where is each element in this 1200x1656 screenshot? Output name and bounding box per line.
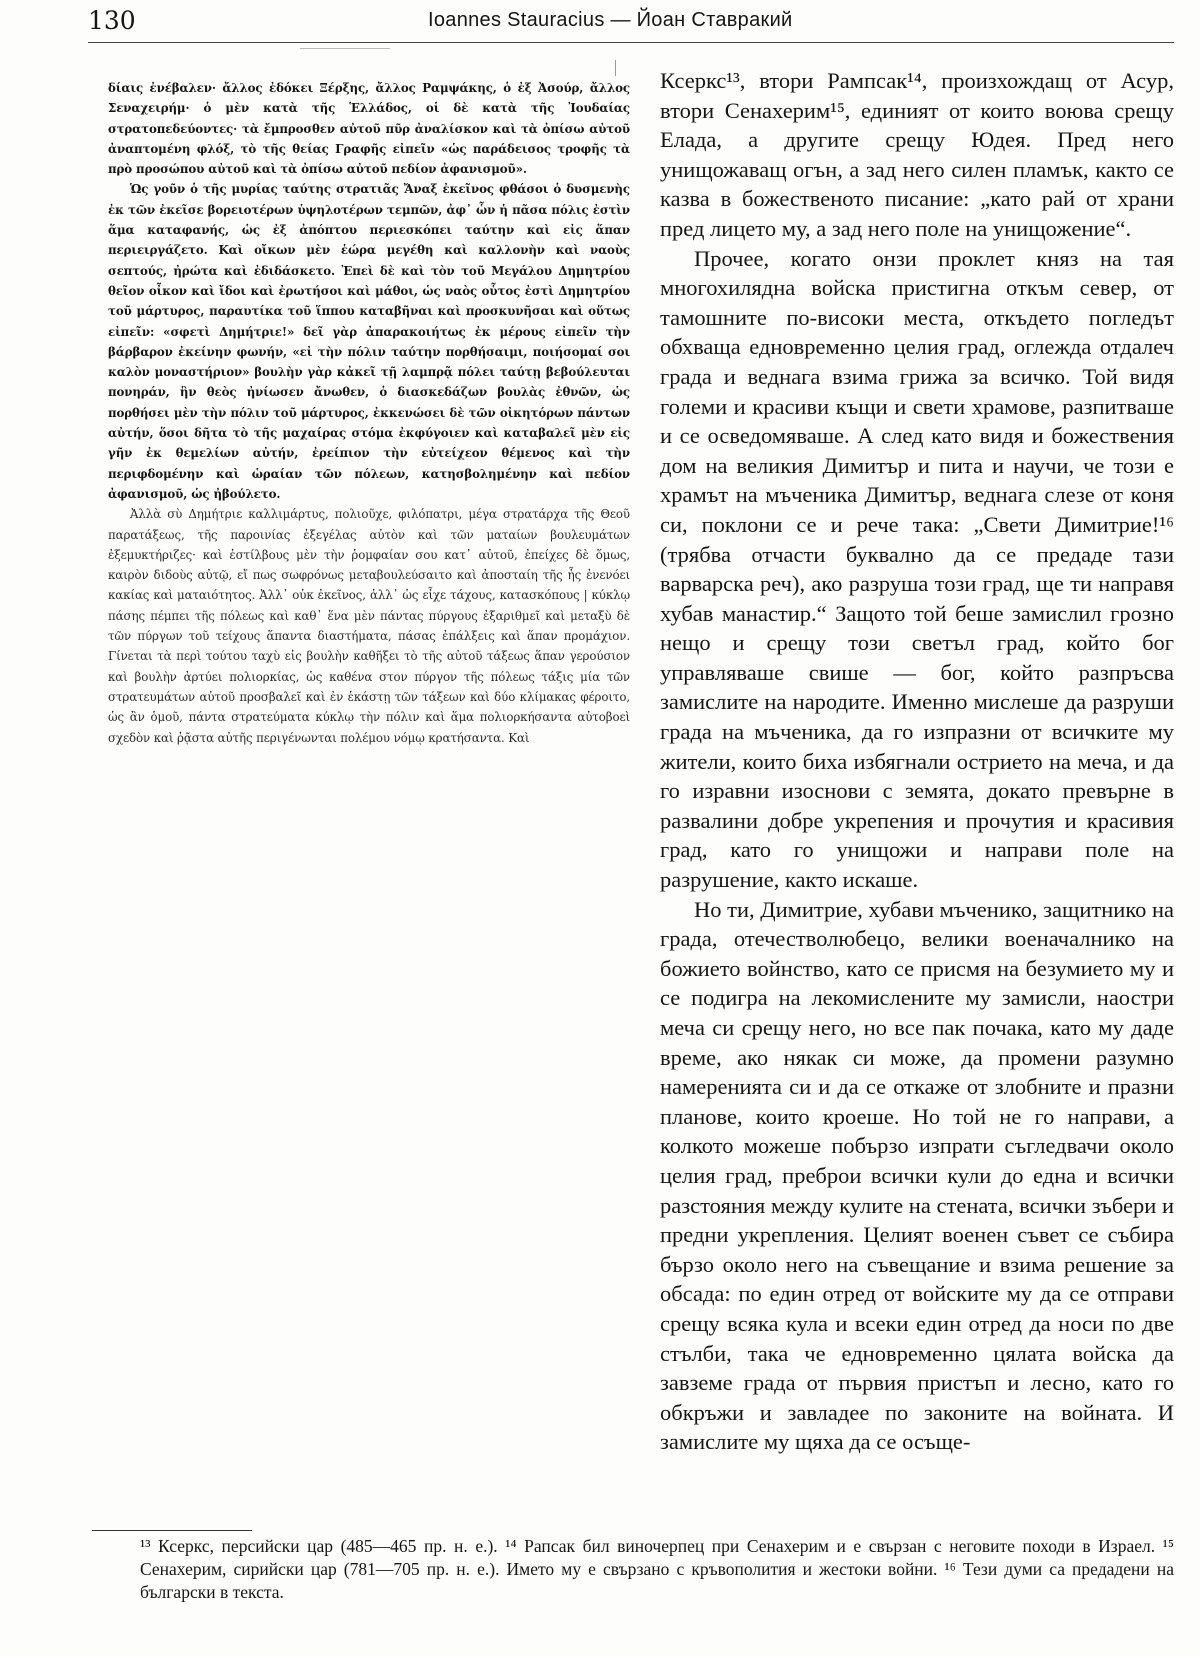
header-rule: [88, 42, 1174, 43]
greek-paragraph: δίαις ἐνέβαλεν· ἄλλος ἐδόκει Ξέρξης, ἄλλος Ραμψάκης, ὁ ἐξ Ἀσούρ, ἄλλος Σεναχειρήμ· ὁ μὲν κατὰ τῆς Ἑλλάδος, οἱ δὲ κατὰ τῆς Ἰουδαίας στρατοπεδεύοντες· τὰ ἔμπροσθεν αὐτοῦ πῦρ ἀναλίσκον καὶ τὰ ὀπίσω αὐτοῦ ἀναπτομένη φλόξ, τὸ τῆς θείας Γραφῆς εἰπεῖν «ὡς παράδεισος τροφῆς τὰ πρὸ προσώπου αὐτοῦ καὶ τὰ ὀπίσω αὐτοῦ πεδίον ἀφανισμοῦ».: [108, 81, 630, 177]
footnotes: [140, 1535, 1174, 1604]
bulgarian-paragraph: Но ти, Димитрие, хубави мъченико, защитнико на града, отечестволюбецо, велики военачалнико на божието войнство, като се присмя на безумието му и се подигра на лекомислените му замисли, наостри меча си срещу него, но все пак почака, като му даде време, ако някак си може, да промени разумно намеренията си и да се откаже от злобните и празни планове, които кроеше. Но той не го направи, а колкото можеше побързо изпрати съгледвачи около целия град, преброи всички кули до една и всички разстояния между кулите на стената, всички зъбери и предни укрепления. Целият военен съвет се събира бързо около него на съвещание и взима решение за обсада: по един отред от войските му да се отправи срещу всяка кула и всеки един отред да носи по две стълби, така че едновременно цялата войска да завземе града от първия пристъп и лесно, като го обкръжи и завладее по законите на войната. И замислите му щяха да се осъще-: [660, 896, 1174, 1455]
greek-paragraph: Ὡς γοῦν ὁ τῆς μυρίας ταύτης στρατιᾶς Ἄναξ ἐκεῖνος φθάσοι ὁ δυσμενὴς ἐκ τῶν ἐκεῖσε βορειοτέρων ὑψηλοτέρων τεμπῶν, ἀφ᾽ ὧν ἡ πᾶσα πόλις ἐστὶν ἅμα καταφανής, ὡς ἐξ ἀπόπτου περιεσκόπει ταύτην καὶ εἰς ἅπαν περιειργάζετο. Καὶ οἴκων μὲν ἑώρα μεγέθη καὶ καλλονὴν καὶ ναοὺς σεπτούς, ἠρώτα καὶ ἐδιδάσκετο. Ἐπεὶ δὲ καὶ τὸν τοῦ Μεγάλου Δημητρίου θεῖον οἶκον καὶ ἴδοι καὶ ἐρωτήσοι καὶ μάθοι, ὡς ναὸς οὗτος ἐστὶ Δημητρίου τοῦ μάρτυρος, παραυτίκα τοῦ ἵππου καταβῆναι καὶ προσκυνῆσαι καὶ οὕτως εἰπεῖν: «σφετὶ Δημήτριε!» δεῖ γὰρ ἀπαρακοιήτως ἐκ μέρους εἰπεῖν τὴν βάρβαρον ἐκείνην φωνήν, «εἰ τὴν πόλιν ταύτην πορθήσαιμι, ποιήσομαί σοι καλὸν μοναστήριον» βουλὴν γὰρ κἀκεῖ τῇ λαμπρᾷ πόλει ταύτῃ βεβούλευται πονηράν, ἣν θεὸς ἠνίωσεν ἄνωθεν, ὁ διασκεδάζων βουλὰς ἐθνῶν, ὡς πορθήσει μὲν τὴν πόλιν τοῦ μάρτυρος, ἐκκενώσει δὲ τῶν οἰκητόρων πάντων αὐτήν, ὅσοι δῆτα τὸ τῆς μαχαίρας στόμα ἐκφύγοιεν καὶ καταβαλεῖ μὲν εἰς γῆν ἐκ θεμελίων αὐτήν, ἐρείπιον τὴν εὐτείχεον θέμενος καὶ τὴν περιφδομένην καὶ ὡραίαν τῶν πόλεων, κατησβολημένην καὶ πεδίον ἀφανισμοῦ, ὡς ἠβούλετο.: [108, 182, 630, 501]
greek-paragraph: Ἀλλὰ σὺ Δημήτριε καλλιμάρτυς, πολιοῦχε, φιλόπατρι, μέγα στρατάρχα τῆς Θεοῦ παρατάξεως, τῆς παροινίας ἐξεγέλας αὐτὸν καὶ τῶν ματαίων βουλευμάτων ἐξεμυκτήριζες· καὶ ἐστίλβους μὲν τὴν ῥομφαίαν σου κατ᾽ αὐτοῦ, ἐπείχες δὲ ὅμως, καιρὸν διδοὺς αὐτῷ, εἴ πως σωφρόνως μεταβουλεύσαιτο καὶ ἀποσταίη τῆς ἧς ἐνενόει κακίας καὶ ματαιότητος. Ἀλλ᾽ οὐκ ἐκεῖνος, ἀλλ᾽ ὡς εἶχε τάχους, κατασκόπους | κύκλῳ πάσης πέμπει τῆς πόλεως καὶ καθ᾽ ἕνα μὲν πάντας πύργους ἐξαριθμεῖ καὶ μεταξὺ δὲ τῶν πύργων τοῦ τείχους ἅπαντα διαστήματα, πάσας ἐπάλξεις καὶ ἅπαν προμάχιον. Γίνεται τὰ περὶ τούτου ταχὺ εἰς βουλὴν καθῆξει τὸ τῆς αὐτοῦ τάξεως ἅπαν γερούσιον καὶ βουλὴν ἀρτύει πολιορκίας, ὡς καθένα στον πύργον τῆς πόλεως τάξις μία τῶν στρατευμάτων αὐτοῦ προσβαλεῖ καὶ ἐν ἑκάστῃ τῶν τάξεων καὶ δύο κλίμακας φέροιτο, ὡς ἂν ὁμοῦ, πάντα στρατεύματα κύκλῳ τὴν πόλιν καὶ ἅμα πολιορκήσαντα αὐτοβοεὶ σχεδὸν καὶ ῥᾷστα αὐτῆς περιγένωνται πολέμου νόμῳ κρατήσαντα. Καὶ: [108, 507, 630, 745]
page-number: 130: [88, 6, 136, 35]
scan-mark: [300, 48, 390, 49]
footnote-rule: [92, 1530, 252, 1531]
bulgarian-paragraph: Ксеркс¹³, втори Рампсак¹⁴, произхождащ от Асур, втори Сенахерим¹⁵, единият от които воюва срещу Елада, а другите срещу Юдея. Пред него унищожаващ огън, а зад него силен пламък, както се казва в божественото писание: „като рай от храни пред лицето му, а зад него поле на унищожение“.: [660, 68, 1174, 241]
running-title: Ioannes Stauracius — Йоан Ставракий: [428, 9, 793, 31]
footnote-text: ¹³ Ксеркс, персийски цар (485—465 пр. н. е.). ¹⁴ Рапсак бил виночерпец при Сенахерим и е свързан с неговите походи в Израел. ¹⁵ Сенахерим, сирийски цар (781—705 пр. н. е.). Името му е свързано с кръвополития и жестоки войни. ¹⁶ Тези думи са предадени на български в текста.: [140, 1536, 1174, 1602]
greek-original-column: [108, 78, 630, 748]
scan-mark: [615, 60, 616, 76]
page-header: [88, 6, 1174, 40]
bulgarian-translation-column: [660, 66, 1174, 1457]
bulgarian-paragraph: Прочее, когато онзи проклет княз на тая многохилядна войска пристигна откъм север, от тамошните по-високи места, откъдето погледът обхваща едновременно целия град, оглежда отдалеч града и веднага взима грижа за всичко. Той видя големи и красиви къщи и свети храмове, разпитваше и се осведомяваше. А след като видя и божествения дом на великия Димитър и пита и научи, че този е храмът на мъченика Димитър, веднага слезе от коня си, поклони се и рече така: „Свети Димитрие!¹⁶ (трябва отчасти буквално да се предаде тази варварска реч), ако разруша този град, ще ти направя хубав манастир.“ Защото той беше замислил грозно нещо и срещу този светъл град, който бог управляваше свише — бог, който разпръсва замислите на народите. Именно мислеше да разруши града на мъченика, да го изпразни от всичките му жители, които биха избягнали острието на меча, и да го изравни изоснови с земята, докато превърне в развалини добре укрепения и прочутия и красивия град, като го унищожи и направи поле на разрушение, както искаше.: [660, 245, 1174, 893]
